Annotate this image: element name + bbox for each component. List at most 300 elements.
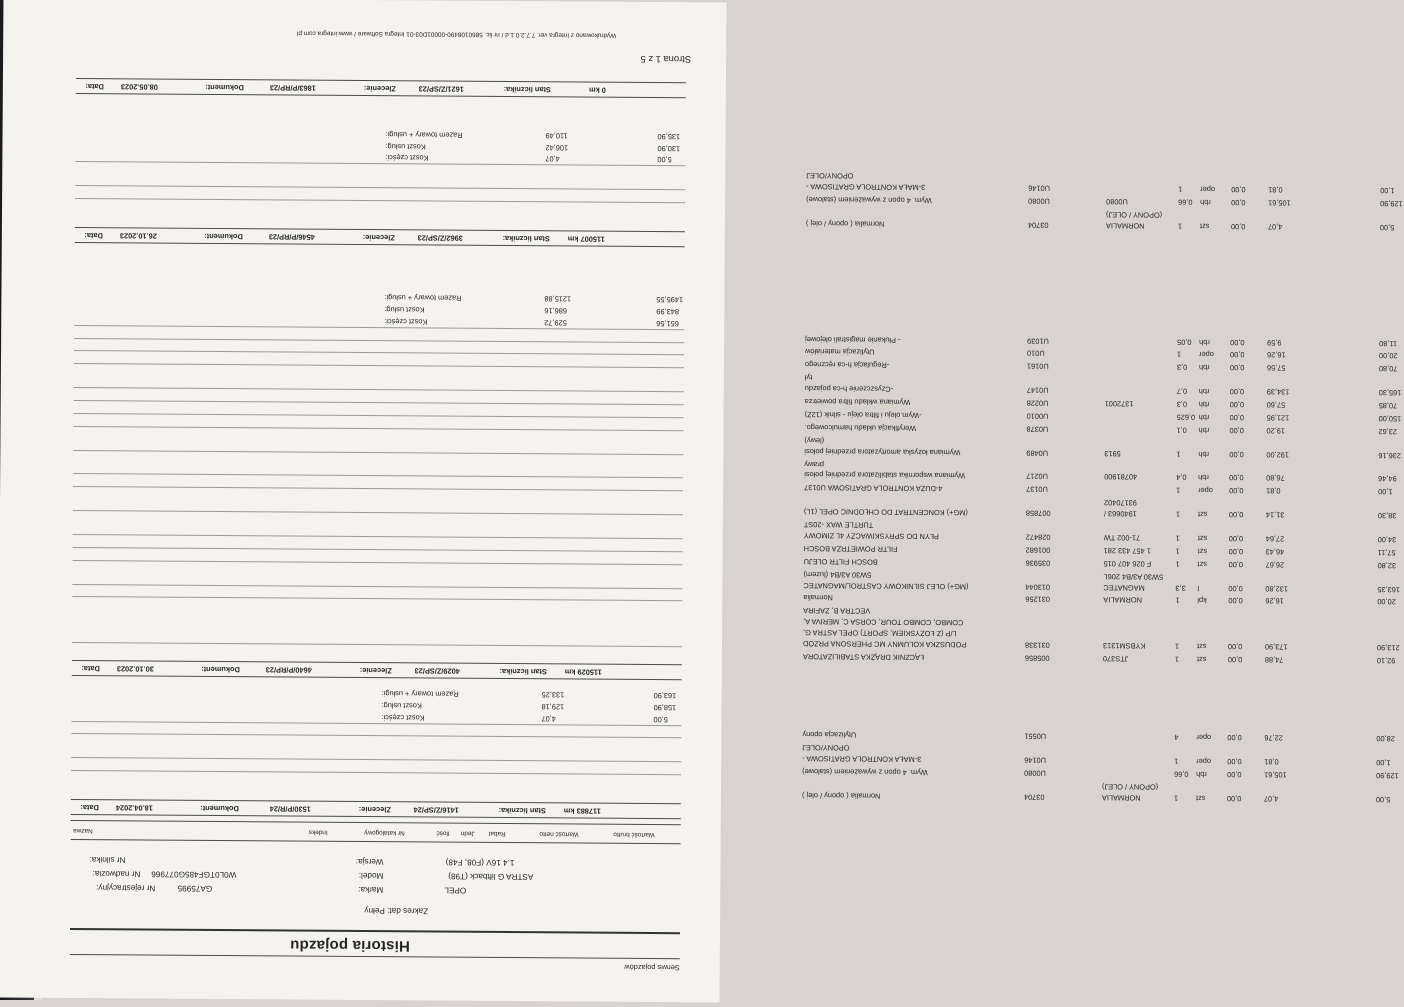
section-order: 3962/Z/SP/23 (417, 233, 463, 243)
item-net: 192,00 (1266, 450, 1289, 460)
item-catalog-number: 93170402 (1103, 498, 1137, 508)
col-name: Nazwa (73, 826, 93, 835)
item-qty: 1 (1175, 509, 1181, 519)
item-gross: 92,10 (1376, 656, 1396, 666)
item-name: (MG+) OLEJ SILNIKOWY CASTROL/MAGNATEC (803, 580, 969, 591)
item-discount: 0,00 (1230, 350, 1245, 360)
order-label: Zlecenie: (363, 84, 396, 94)
item-net: 121,95 (1266, 413, 1290, 423)
item-gross: 38,30 (1377, 511, 1397, 521)
item-name: Weryfikacja układu hamulcowego. (804, 422, 917, 433)
item-gross: 23,62 (1378, 427, 1398, 437)
item-name: L/P (Z ŁOŻYSKIEM, SPORT) OPEL ASTRA G, (803, 628, 957, 639)
item-qty: 1 (1176, 449, 1181, 459)
item-name: Normalia ( opony / olej ) (801, 791, 881, 801)
item-unit: rbh (1198, 363, 1210, 373)
item-discount: 0,00 (1229, 363, 1245, 373)
item-unit: szt (1195, 793, 1206, 803)
row-divider (74, 413, 684, 418)
order-label: Zlecenie: (359, 665, 392, 676)
item-index: U0378 (1026, 424, 1049, 434)
parts-cost-gross: 5,00 (653, 714, 668, 724)
item-catalog-number: JTS370 (1102, 654, 1129, 664)
grand-total-gross: 135,90 (657, 131, 681, 141)
item-index: U0137 (1026, 485, 1048, 495)
section-document: 1530/P/R/24 (269, 804, 311, 814)
item-net: 4,07 (1263, 794, 1279, 804)
labor-cost-label: Koszt usług: (384, 304, 425, 315)
item-index: 03704 (1027, 220, 1049, 230)
row-divider (71, 733, 681, 738)
item-unit: rbh (1200, 198, 1211, 208)
vin-label: Nr nadwozia: (92, 869, 141, 879)
item-gross: 5,00 (1379, 223, 1395, 233)
item-discount: 0,00 (1229, 387, 1245, 397)
section-odometer: 115007 km (567, 234, 605, 244)
section-order: 1416/Z/SP/24 (413, 805, 459, 815)
row-divider (74, 338, 684, 343)
item-gross: 150,00 (1378, 414, 1402, 424)
item-qty: 1 (1174, 654, 1180, 664)
item-catalog-number: NORMALIA (1101, 793, 1141, 803)
item-net: 74,88 (1264, 655, 1284, 665)
grand-total-net: 1215,88 (544, 294, 572, 304)
item-name: 5W30 A3/B4 (luzem) (803, 569, 872, 580)
page-title: Historia pojazdu (289, 936, 410, 955)
item-index: 035936 (1025, 558, 1051, 568)
item-gross: 20,00 (1377, 597, 1396, 607)
item-index: U1039 (1027, 336, 1049, 346)
item-gross: 236,16 (1378, 450, 1401, 460)
grand-total-label: Razem towary + usługi: (384, 293, 462, 303)
item-discount: 0,00 (1228, 583, 1243, 593)
item-unit: rbh (1198, 449, 1210, 459)
item-unit: oper (1196, 757, 1212, 767)
item-name: (lewy) (804, 435, 825, 446)
row-divider (75, 185, 685, 190)
document-label: Dokument: (205, 82, 244, 93)
col-gross: Wartość brutto (613, 830, 655, 839)
item-qty: 3,3 (1175, 583, 1186, 593)
col-qty: Ilość (436, 829, 450, 837)
item-name: FILTR POWIETRZA BOSCH (803, 543, 898, 554)
printed-by: Wydrukowano z Integra ver. 7.7.2.0.1.d / nr lic. 5860108490-00001D03-01 Integra Software / www.integra.com.pl (296, 29, 617, 39)
row-divider (74, 325, 684, 330)
item-net: 0,81 (1268, 185, 1283, 195)
service-label: Serwis pojazdów (624, 962, 680, 973)
section-date: 26.10.2023 (119, 231, 157, 241)
item-discount: 0,00 (1227, 655, 1243, 665)
item-discount: 0,00 (1227, 733, 1242, 743)
item-gross: 70,85 (1378, 401, 1398, 411)
col-unit: Jedn (460, 829, 475, 837)
section-odometer: 0 km (588, 85, 606, 95)
item-discount: 0,00 (1228, 546, 1244, 557)
columns-top-line (71, 839, 681, 844)
col-net: Wartość netto (539, 830, 579, 838)
section-odometer: 117883 km (563, 806, 601, 816)
item-name: Normalia (803, 593, 833, 603)
item-unit: szt (1196, 641, 1207, 652)
document-label: Dokument: (201, 664, 240, 675)
item-unit: l (1197, 583, 1200, 593)
item-gross: 28,00 (1376, 734, 1395, 744)
odometer-label: Stan licznika: (503, 84, 551, 95)
item-name: 4-DUŻA KONTROLA GRATISOWA U0137 (804, 483, 943, 494)
item-discount: 0,00 (1228, 596, 1243, 606)
grand-total-net: 133,25 (541, 690, 565, 700)
item-discount: 0,00 (1227, 642, 1243, 652)
item-discount: 0,00 (1229, 425, 1244, 436)
item-catalog-number: KYBSM1313 (1102, 641, 1146, 651)
title-divider (70, 928, 680, 934)
version-value: 1.4 16V (F08, F48) (445, 857, 515, 868)
item-gross: 34,00 (1377, 535, 1397, 545)
section-odometer: 115029 km (564, 667, 602, 677)
item-name: Utylizacja materiałów (805, 347, 875, 358)
item-index: U0161 (1026, 362, 1049, 372)
item-unit: rbh (1198, 412, 1210, 422)
make-value: OPEL (444, 885, 467, 895)
item-qty: 1 (1173, 793, 1179, 803)
item-gross: 129,90 (1376, 771, 1399, 781)
item-unit: oper (1198, 486, 1213, 496)
section-document: 4546/P/RP/23 (268, 232, 315, 242)
item-net: 173,90 (1264, 642, 1288, 652)
item-gross: 163,35 (1377, 584, 1401, 594)
item-discount: 0,00 (1230, 222, 1246, 232)
labor-cost-net: 686,16 (544, 306, 567, 316)
item-qty: 4 (1174, 733, 1179, 743)
item-name: TURTLE WAX -20ST (803, 520, 874, 530)
order-label: Zlecenie: (362, 233, 395, 243)
item-unit: oper (1200, 185, 1216, 195)
reg-label: Nr rejestracyjny: (96, 883, 156, 893)
row-divider (72, 596, 682, 601)
item-gross: 11,80 (1379, 338, 1398, 348)
item-qty: 0,66 (1178, 197, 1193, 207)
labor-cost-label: Koszt usług: (385, 141, 426, 152)
item-discount: 0,00 (1229, 486, 1244, 496)
row-divider (73, 486, 683, 491)
item-discount: 0,00 (1229, 400, 1245, 410)
item-qty: 1 (1175, 559, 1180, 569)
make-label: Marka: (358, 884, 384, 895)
row-divider (73, 560, 683, 565)
section-date: 18.04.2024 (115, 803, 153, 813)
model-value: ASTRA G liftback (T98) (448, 871, 534, 882)
item-qty: 1 (1178, 185, 1183, 195)
item-discount: 0,00 (1228, 534, 1244, 544)
grand-total-gross: 163,90 (653, 690, 677, 701)
document-label: Dokument: (200, 803, 239, 814)
odometer-label: Stan licznika: (498, 805, 546, 816)
item-catalog-number: 5913 (1104, 448, 1121, 459)
item-discount: 0,00 (1229, 449, 1244, 459)
item-discount: 0,00 (1229, 473, 1244, 483)
labor-cost-gross: 843,99 (656, 306, 679, 317)
item-name: Utylizacja opony (802, 730, 857, 740)
item-net: 16,26 (1267, 350, 1286, 360)
item-name: - Płukanie magistrali olejowej (805, 334, 901, 345)
item-catalog-number: 1 457 433 281 (1103, 546, 1151, 556)
row-divider (74, 350, 684, 355)
item-catalog-number: 1940663 / (1103, 509, 1137, 519)
item-discount: 0,00 (1227, 757, 1242, 767)
section-header-line (76, 78, 686, 83)
item-name: prawy (804, 459, 825, 469)
item-unit: szt (1197, 559, 1208, 569)
section-header-line (75, 227, 685, 232)
item-net: 57,56 (1266, 363, 1286, 373)
item-net: 46,43 (1265, 547, 1285, 557)
item-name: COMBO, COMBO TOUR, CORSA C, MERIVA A, (803, 617, 964, 628)
item-name: OPONY/OLEJ (802, 743, 850, 753)
section-header-line (72, 660, 682, 665)
document-label: Dokument: (204, 231, 243, 242)
item-name: -Czyszczenie h-ca pojazdu (804, 384, 894, 394)
date-scope: Zakres dat: Pełny (364, 906, 429, 916)
row-divider (72, 584, 682, 589)
section-document: 4640/P/RP/23 (265, 665, 312, 675)
labor-cost-net: 129,18 (541, 701, 565, 712)
date-label: Data: (80, 803, 99, 813)
col-discount: Rabat (488, 829, 506, 838)
item-index: 031338 (1024, 640, 1050, 650)
item-gross: 57,11 (1377, 548, 1396, 558)
item-unit: rbh (1196, 770, 1207, 780)
row-divider (73, 534, 683, 539)
labor-cost-gross: 158,90 (653, 702, 677, 712)
item-gross: 94,46 (1378, 474, 1397, 484)
item-gross: 1,00 (1380, 186, 1395, 196)
item-catalog-number: F 026 407 015 (1103, 558, 1152, 569)
item-net: 132,80 (1265, 583, 1289, 594)
item-discount: 0,00 (1229, 413, 1245, 423)
item-index: 013044 (1025, 582, 1051, 592)
item-index: U0146 (1024, 755, 1047, 766)
item-gross: 32,80 (1377, 560, 1397, 571)
item-index: U0080 (1024, 768, 1046, 778)
model-label: Model: (358, 870, 384, 881)
item-net: 0,81 (1266, 486, 1281, 496)
item-catalog-number: (OPONY / OLEJ) (1101, 782, 1159, 792)
parts-cost-label: Koszt części: (384, 316, 428, 327)
item-gross: 129,90 (1380, 199, 1403, 209)
item-name: 3-MAŁA KONTROLA GRATISOWA - (806, 182, 926, 193)
item-qty: 0,625 (1176, 412, 1196, 422)
item-net: 22,76 (1264, 733, 1283, 743)
parts-cost-gross: 651,56 (656, 318, 679, 328)
labor-cost-label: Koszt usług: (381, 700, 422, 711)
item-net: 57,60 (1266, 400, 1286, 410)
item-name: tył (804, 373, 813, 383)
section-date: 30.10.2023 (116, 664, 154, 674)
item-unit: szt (1197, 546, 1208, 556)
odometer-label: Stan licznika: (502, 233, 550, 244)
item-index: U0080 (1028, 196, 1050, 207)
col-index: Indeks (308, 828, 328, 836)
date-label: Data: (84, 231, 103, 241)
item-name: BOSCH FILTR OLEJU (803, 556, 878, 567)
item-index: U0010 (1026, 411, 1049, 421)
item-net: 27,64 (1265, 534, 1285, 544)
grand-total-gross: 1495,55 (656, 294, 684, 305)
grand-total-net: 110,49 (545, 130, 568, 141)
item-net: 9,59 (1267, 337, 1282, 348)
item-index: U010 (1027, 349, 1045, 359)
item-name: 3-MAŁA KONTROLA GRATISOWA - (802, 754, 922, 765)
item-unit: rbh (1198, 399, 1210, 410)
item-catalog-number: 71-002 TW (1103, 533, 1141, 543)
item-catalog-number: 1372001 (1104, 399, 1134, 409)
item-name: PŁYN DO SPRYSKIWACZY 4L ZIMOWY (803, 531, 939, 542)
parts-cost-net: 4,07 (541, 713, 556, 723)
grand-total-label: Razem towary + usługi: (385, 129, 463, 140)
item-index: U0551 (1024, 732, 1047, 742)
item-gross: 165,30 (1378, 388, 1402, 398)
item-qty: 1 (1177, 350, 1182, 360)
item-net: 76,80 (1266, 473, 1285, 483)
item-name: (MG+) KONCENTRAT DO CHŁODNIC OPEL (1L) (803, 507, 968, 518)
labor-cost-gross: 130,90 (657, 143, 681, 153)
row-divider (71, 770, 681, 775)
item-qty: 1 (1175, 546, 1180, 556)
item-qty: 0,1 (1176, 425, 1187, 435)
page-number: Strona 1 z 5 (640, 53, 692, 66)
item-catalog-number: U0080 (1106, 197, 1128, 207)
item-qty: 1 (1175, 596, 1180, 606)
version-label: Wersja: (355, 856, 384, 867)
row-divider (73, 473, 683, 478)
item-name: -Regulacja h-ca ręcznego (804, 360, 890, 371)
row-divider (73, 510, 683, 515)
item-net: 31,14 (1265, 510, 1285, 520)
item-unit: oper (1196, 733, 1212, 743)
item-qty: 0,7 (1176, 386, 1188, 396)
item-name: Normalia ( opony / olej ) (805, 219, 885, 229)
row-divider (75, 198, 685, 203)
item-unit: rbh (1198, 387, 1210, 397)
row-divider (74, 426, 684, 431)
item-gross: 1,00 (1376, 758, 1391, 768)
header-divider (70, 954, 680, 959)
item-index: 031256 (1025, 595, 1051, 605)
item-index: U0147 (1026, 385, 1049, 395)
item-discount: 0,00 (1230, 337, 1245, 347)
item-unit: szt (1196, 654, 1207, 664)
item-index: U0228 (1026, 398, 1049, 408)
item-unit: kpl (1197, 596, 1207, 606)
item-index: 005856 (1024, 653, 1050, 663)
item-gross: 1,00 (1378, 487, 1393, 497)
item-net: 4,07 (1267, 222, 1283, 232)
item-unit: szt (1197, 533, 1208, 543)
parts-cost-net: 529,72 (544, 317, 567, 328)
item-qty: 0,66 (1174, 769, 1189, 779)
item-catalog-number: NORMALIA (1103, 595, 1142, 605)
item-qty: 0,4 (1176, 473, 1187, 483)
item-net: 26,67 (1265, 560, 1285, 570)
section-document: 1863/P/RP/23 (269, 83, 316, 93)
item-index: U0146 (1028, 183, 1051, 194)
item-gross: 213,90 (1376, 643, 1400, 653)
item-discount: 0,00 (1231, 185, 1246, 195)
row-divider (74, 363, 684, 368)
item-qty: 0,05 (1177, 337, 1192, 347)
item-name: -Wym.oleju i filtra oleju - silnik (12Z) (804, 410, 922, 420)
item-unit: oper (1199, 350, 1214, 360)
row-divider (72, 642, 682, 647)
item-qty: 0,3 (1176, 363, 1188, 373)
item-discount: 0,00 (1231, 198, 1246, 208)
row-divider (75, 161, 685, 166)
item-net: 105,61 (1264, 770, 1287, 780)
grand-total-label: Razem towary + usługi: (381, 688, 459, 699)
item-unit: rbh (1198, 425, 1210, 435)
item-name: Wymiana łożyska amortyzatora przedniej połosi (804, 446, 961, 457)
date-label: Data: (81, 664, 100, 674)
item-unit: szt (1199, 221, 1210, 231)
item-unit: szt (1197, 510, 1208, 520)
vin-value: W0L0TGF485G077966 (151, 869, 237, 880)
item-net: 134,39 (1266, 387, 1290, 397)
item-name: Wym. 4 opon z wyważeniem (stalowe) (806, 195, 932, 206)
item-index: U0489 (1026, 448, 1049, 458)
item-name: OPONY/OLEJ (806, 171, 854, 181)
item-qty: 1 (1174, 641, 1180, 651)
item-qty: 1 (1174, 756, 1179, 767)
item-catalog-number: 5W30 A3/B4 206L (1103, 571, 1164, 582)
item-gross: 5,00 (1375, 795, 1391, 805)
parts-cost-label: Koszt części: (385, 153, 429, 163)
row-divider (71, 757, 681, 762)
item-qty: 1 (1177, 221, 1183, 231)
item-index: 03704 (1023, 792, 1045, 802)
item-net: 105,61 (1268, 198, 1291, 208)
item-gross: 20,00 (1378, 351, 1398, 361)
date-label: Data: (85, 82, 104, 92)
parts-cost-net: 4,07 (545, 154, 560, 164)
item-name: VECTRA B, ZAFIRA (803, 606, 871, 616)
item-name: Wym. 4 opon z wyważeniem (stalowe) (802, 767, 928, 778)
section-date: 08.05.2023 (120, 82, 158, 92)
reg-value: GA75995 (177, 883, 213, 893)
item-qty: 1 (1175, 533, 1180, 543)
section-header-line (71, 799, 681, 804)
engine-label: Nr silnika: (89, 855, 126, 865)
columns-bottom-line (71, 820, 681, 825)
item-index: U0217 (1026, 472, 1048, 482)
item-name: ŁĄCZNIK DRĄŻKA STABILIZATORA (802, 652, 925, 662)
item-discount: 0,00 (1228, 559, 1243, 569)
row-divider (73, 547, 683, 552)
item-index: 007858 (1025, 508, 1051, 519)
row-divider (74, 400, 684, 405)
order-label: Zlecenie: (358, 804, 391, 815)
item-name: PODUSZKA KOLUMNY MC PHERSONA PRZÓD (802, 639, 967, 650)
row-divider (71, 721, 681, 726)
item-qty: 0,3 (1176, 399, 1188, 409)
section-order: 1621/Z/SP/23 (418, 84, 464, 94)
col-catalog: Nr katalogowy (364, 829, 405, 837)
item-net: 19,20 (1266, 426, 1286, 436)
item-net: 0,81 (1264, 757, 1279, 767)
section-order: 4029/Z/SP/23 (414, 666, 460, 676)
item-name: Wymiana wkładu filtra powietrza (804, 397, 911, 407)
row-divider (73, 450, 683, 455)
item-catalog-number: 40781900 (1104, 472, 1138, 482)
